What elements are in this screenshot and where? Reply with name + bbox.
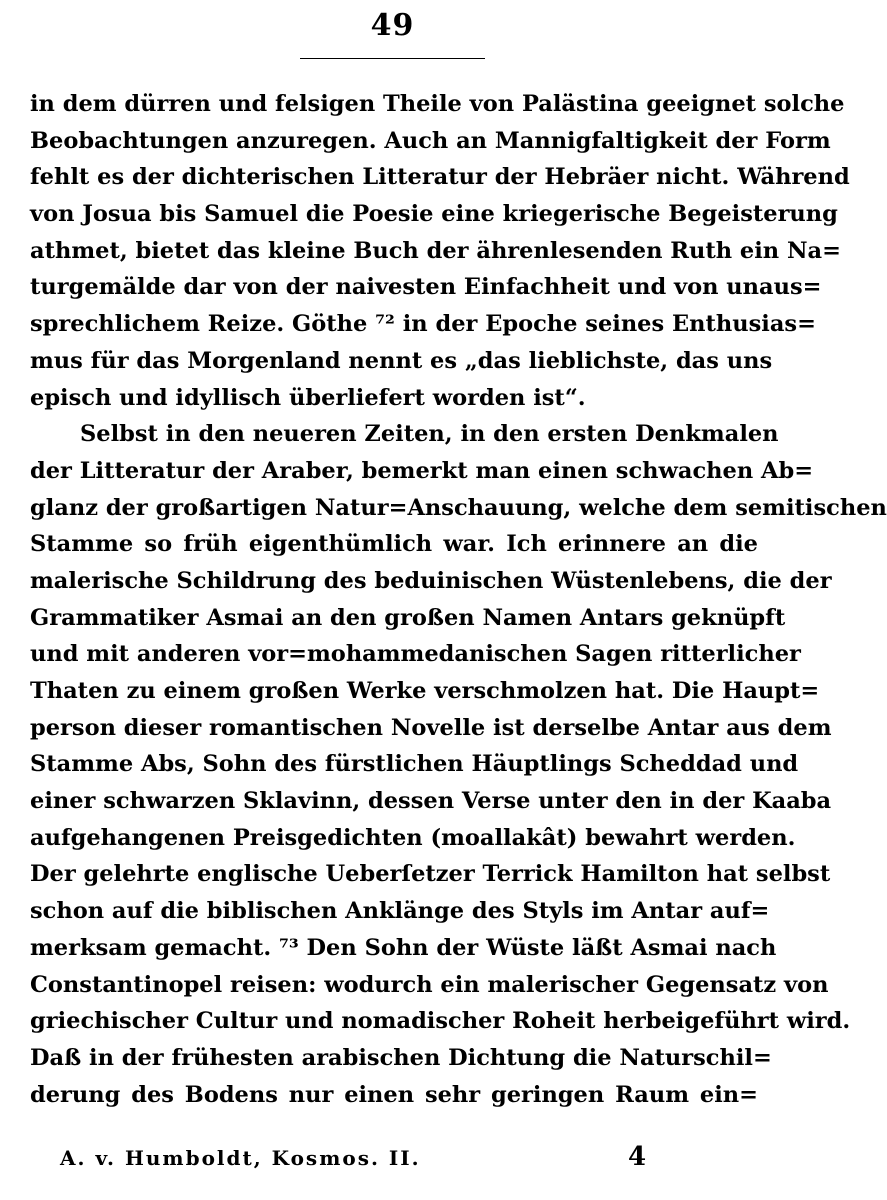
- header-rule: [300, 58, 485, 59]
- text-line: glanz der großartigen Natur=Anschauung, welche dem semitischen: [30, 494, 887, 521]
- text-line: Thaten zu einem großen Werke verschmolzen hat. Die Haupt=: [30, 678, 820, 704]
- text-line: Constantinopel reisen: wodurch ein malerischer Gegensatz von: [30, 971, 829, 998]
- text-line: sprechlichem Reize. Göthe ⁷² in der Epoche seines Enthusias=: [30, 311, 816, 338]
- text-line: Daß in der frühesten arabischen Dichtung die Naturschil=: [30, 1044, 772, 1071]
- text-line: athmet, bietet das kleine Buch der ährenlesenden Ruth ein Na=: [30, 237, 841, 264]
- text-line: Stamme so früh eigenthümlich war. Ich erinnere an die: [30, 531, 758, 558]
- text-line: fehlt es der dichterischen Litteratur der Hebräer nicht. Während: [30, 164, 850, 191]
- text-line: schon auf die biblischen Anklänge des Styls im Antar auf=: [30, 898, 770, 925]
- text-line: einer schwarzen Sklavinn, dessen Verse unter den in der Kaaba: [30, 788, 832, 815]
- page-number: 49: [370, 8, 415, 43]
- text-line: griechischer Cultur und nomadischer Roheit herbeigeführt wird.: [30, 1008, 851, 1035]
- text-line: person dieser romantischen Novelle ist derselbe Antar aus dem: [30, 714, 832, 741]
- text-line: Selbst in den neueren Zeiten, in den ersten Denkmalen: [80, 421, 779, 448]
- paragraph-2: [30, 416, 887, 1113]
- text-line: der Litteratur der Araber, bemerkt man einen schwachen Ab=: [30, 457, 814, 484]
- text-line: in dem dürren und felsigen Theile von Palästina geeignet solche: [30, 91, 845, 117]
- text-line: Stamme Abs, Sohn des fürstlichen Häuptlings Scheddad und: [30, 751, 799, 778]
- text-line: derung des Bodens nur einen sehr geringen Raum ein=: [30, 1081, 758, 1108]
- text-line: aufgehangenen Preisgedichten (moallakât) bewahrt werden.: [30, 824, 796, 851]
- text-line: mus für das Morgenland nennt es „das lieblichste, das uns: [30, 347, 773, 374]
- text-line: Der gelehrte englische Ueberſetzer Terrick Hamilton hat selbst: [30, 861, 831, 888]
- text-line: Grammatiker Asmai an den großen Namen Antars geknüpft: [30, 604, 786, 631]
- text-line: episch und idyllisch überliefert worden ist“.: [30, 384, 586, 411]
- text-line: malerische Schildrung des beduinischen Wüstenlebens, die der: [30, 567, 832, 594]
- paragraph-1: [30, 86, 850, 416]
- text-line: von Josua bis Samuel die Poesie eine kriegerische Begeisterung: [30, 201, 838, 228]
- text-line: merksam gemacht. ⁷³ Den Sohn der Wüste läßt Asmai nach: [30, 934, 777, 961]
- text-line: turgemälde dar von der naivesten Einfachheit und von unaus=: [30, 274, 822, 301]
- body-text: [30, 86, 887, 1113]
- signature-mark: A. v. Humboldt, Kosmos. II.: [60, 1146, 421, 1170]
- text-line: Beobachtungen anzuregen. Auch an Mannigfaltigkeit der Form: [30, 127, 831, 154]
- text-line: und mit anderen vor=mohammedanischen Sagen ritterlicher: [30, 641, 801, 668]
- sheet-number: 4: [628, 1142, 647, 1172]
- page-footer: [60, 1140, 740, 1176]
